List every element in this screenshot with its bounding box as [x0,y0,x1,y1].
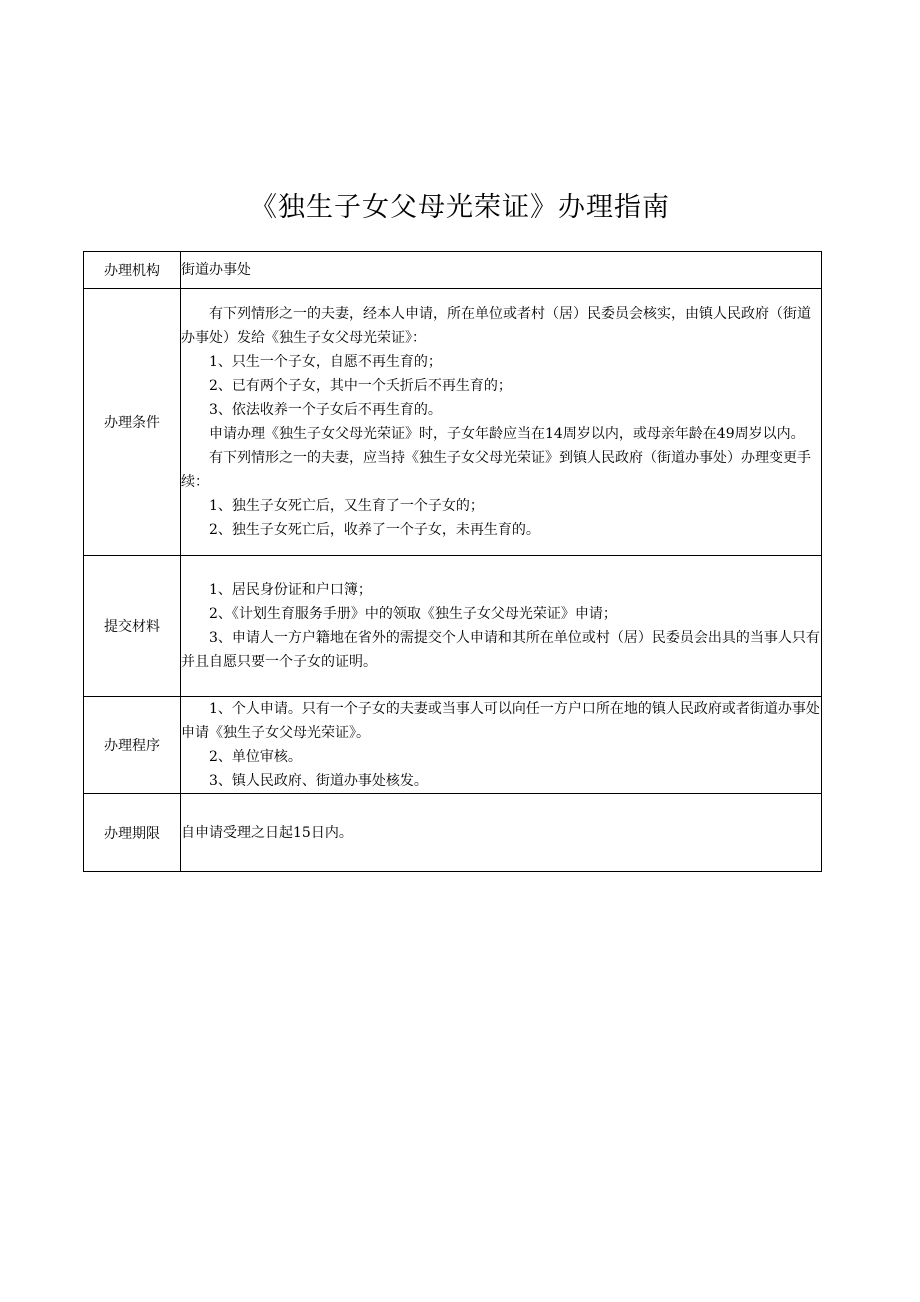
content-line: 街道办事处 [181,262,251,278]
content-line: 2、单位审核。 [209,749,302,765]
row-content [181,556,822,697]
table-row-procedure [84,697,822,794]
content-line: 3、依法收养一个子女后不再生育的。 [209,402,442,418]
table-row-agency [84,252,822,289]
content-line: 2、独生子女死亡后，收养了一个子女，未再生育的。 [209,522,540,538]
row-content [181,794,822,872]
row-content [181,252,822,289]
row-label: 办理机构 [84,252,181,289]
row-label: 办理程序 [84,697,181,794]
row-label: 办理条件 [84,289,181,556]
content-line: 3、申请人一方户籍地在省外的需提交个人申请和其所在单位或村（居）民委员会出具的当事人只有并且自愿只要一个子女的证明。 [181,630,820,670]
table-row-time-limit [84,794,822,872]
content-line: 有下列情形之一的夫妻，应当持《独生子女父母光荣证》到镇人民政府（街道办事处）办理变更手续： [181,450,811,490]
row-label: 提交材料 [84,556,181,697]
table-row-conditions [84,289,822,556]
row-label: 办理期限 [84,794,181,872]
content-line: 1、个人申请。只有一个子女的夫妻或当事人可以向任一方户口所在地的镇人民政府或者街道办事处申请《独生子女父母光荣证》。 [181,701,820,741]
content-line: 1、居民身份证和户口簿； [209,582,372,598]
row-content [181,697,822,794]
content-line: 自申请受理之日起15日内。 [181,824,353,841]
content-line: 2、已有两个子女，其中一个夭折后不再生育的； [209,378,512,394]
guide-table [83,251,822,872]
content-line: 2、《计划生育服务手册》中的领取《独生子女父母光荣证》申请； [209,606,617,622]
page-title: 《独生子女父母光荣证》办理指南 [250,192,670,223]
table-row-materials [84,556,822,697]
content-line: 1、独生子女死亡后，又生育了一个子女的； [209,498,484,514]
row-content [181,289,822,556]
content-line: 申请办理《独生子女父母光荣证》时，子女年龄应当在14周岁以内，或母亲年龄在49周岁以内。 [209,426,805,442]
content-line: 1、只生一个子女，自愿不再生育的； [209,354,442,370]
content-line: 有下列情形之一的夫妻，经本人申请，所在单位或者村（居）民委员会核实，由镇人民政府（街道办事处）发给《独生子女父母光荣证》： [181,306,811,346]
content-line: 3、镇人民政府、街道办事处核发。 [209,773,428,789]
